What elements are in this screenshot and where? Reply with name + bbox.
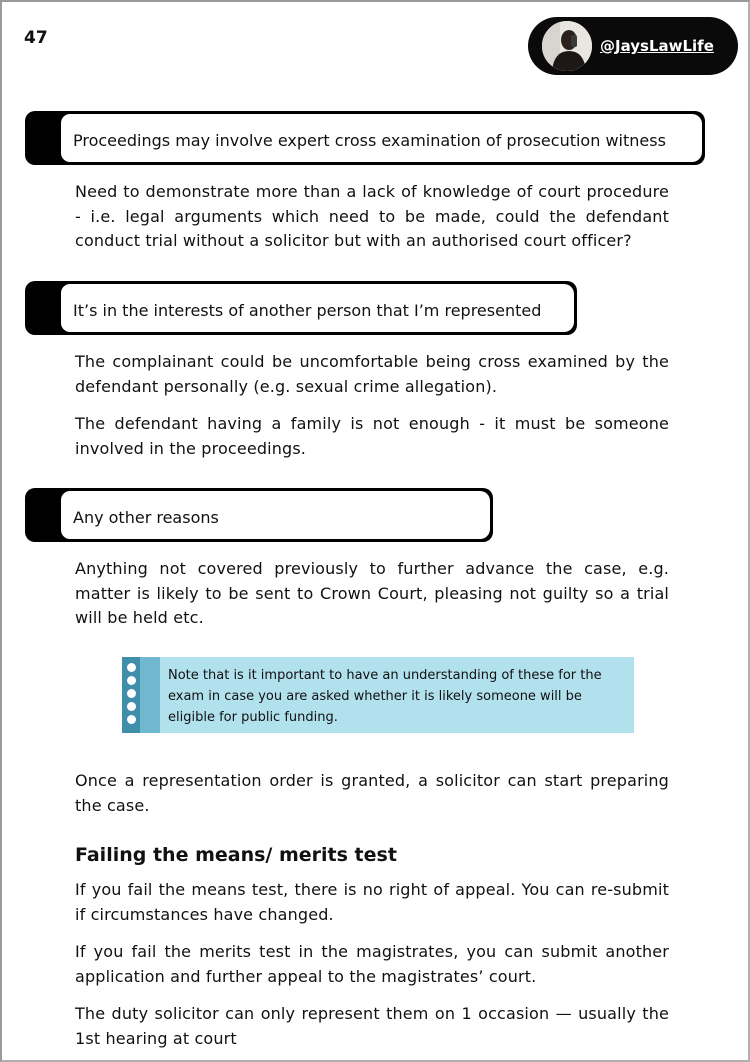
paragraph-other: Anything not covered previously to further advance the case, e.g. matter is likely to be sent to Crown Court, pleasing not guilty so a trial will be held etc. [75, 559, 669, 627]
page-number: 47 [24, 28, 48, 48]
note-callout [122, 657, 634, 733]
note-text: Note that is it important to have an understanding of these for the exam in case you are asked whether it is likely someone will be eligible for public funding. [168, 668, 602, 725]
note-dot-icon [127, 663, 136, 672]
note-dot-icon [127, 676, 136, 685]
heading-box-interests [25, 281, 577, 335]
social-handle: @JaysLawLife [600, 37, 714, 55]
heading-expert: Proceedings may involve expert cross examination of prosecution witness [61, 114, 702, 162]
paragraph-family: The defendant having a family is not enough - it must be someone involved in the proceedings. [75, 414, 669, 458]
heading-box-other [25, 488, 493, 542]
social-handle-badge [528, 17, 738, 75]
heading-box-expert [25, 111, 705, 165]
note-dot-icon [127, 715, 136, 724]
paragraph-merits-fail: If you fail the merits test in the magistrates, you can submit another application and further appeal to the magistrates’ court. [75, 942, 669, 986]
heading-interests: It’s in the interests of another person that I’m represented [61, 284, 574, 332]
paragraph-means-fail: If you fail the means test, there is no right of appeal. You can re-submit if circumstances have changed. [75, 880, 669, 924]
profile-photo-icon [542, 21, 592, 71]
paragraph-expert: Need to demonstrate more than a lack of knowledge of court procedure - i.e. legal arguments which need to be made, could the defendant conduct trial without a solicitor but with an authorised court officer? [75, 182, 669, 250]
heading-other: Any other reasons [61, 491, 490, 539]
note-dot-icon [127, 689, 136, 698]
section-title: Failing the means/ merits test [75, 844, 397, 866]
avatar [542, 21, 592, 71]
paragraph-representation: Once a representation order is granted, a solicitor can start preparing the case. [75, 771, 669, 815]
paragraph-duty-solicitor: The duty solicitor can only represent them on 1 occasion — usually the 1st hearing at court [75, 1004, 669, 1048]
note-dot-icon [127, 702, 136, 711]
paragraph-complainant: The complainant could be uncomfortable being cross examined by the defendant personally (e.g. sexual crime allegation). [75, 352, 669, 396]
note-strip-dark [122, 657, 140, 733]
